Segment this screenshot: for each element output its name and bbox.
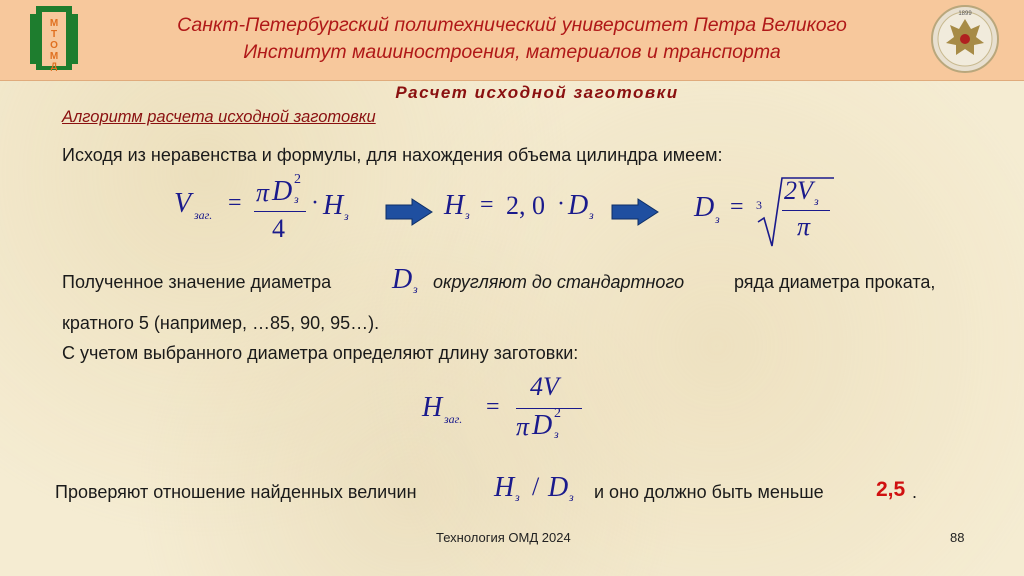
length-text: С учетом выбранного диаметра определяют длину заготовки:: [62, 343, 579, 363]
rounding-text-start: Полученное значение диаметра: [62, 272, 332, 292]
rounding-text-italic: округляют до стандартного: [433, 272, 685, 292]
ratio-text-start: Проверяют отношение найденных величин: [55, 482, 417, 502]
inline-formula-diameter: D з: [392, 264, 418, 296]
ratio-text-end: и оно должно быть меньше: [594, 482, 824, 502]
formula-volume: V заг. = π D 2 з 4 · H з: [174, 172, 349, 243]
ratio-limit-value: 2,5: [876, 478, 906, 501]
intro-text: Исходя из неравенства и формулы, для нахождения объема цилиндра имеем:: [62, 145, 723, 165]
svg-text:Т: Т: [50, 29, 58, 40]
university-emblem-right: [930, 3, 1000, 75]
arrow-right-icon-1: [384, 197, 434, 227]
multiple-of-five-text: кратного 5 (например, …85, 90, 95…).: [62, 313, 380, 333]
ratio-text-period: .: [912, 482, 918, 502]
footer-course: Технология ОМД 2024: [436, 530, 571, 545]
formula-height-ratio: H з = 2, 0 · D з: [444, 190, 594, 222]
svg-text:М: М: [49, 18, 59, 29]
slide-subtitle: Алгоритм расчета исходной заготовки: [62, 108, 376, 126]
header-institute-name: Институт машиностроения, материалов и транспорта: [243, 41, 781, 63]
svg-text:О: О: [50, 40, 58, 51]
rounding-text-end: ряда диаметра проката,: [734, 272, 936, 292]
inline-formula-ratio: H з / D з: [494, 472, 574, 504]
header-university-name: Санкт-Петербургский политехнический университет Петра Великого: [177, 14, 847, 36]
footer-page-number: 88: [950, 530, 965, 545]
slide-title: Расчет исходной заготовки: [395, 83, 679, 102]
svg-text:М: М: [49, 51, 59, 62]
svg-text:1899: 1899: [958, 11, 972, 17]
svg-text:Д: Д: [50, 61, 58, 71]
header-bar: [0, 0, 1024, 81]
formula-length: H заг. = 4V π D 2 з: [422, 372, 602, 454]
arrow-right-icon-2: [610, 197, 660, 227]
formula-diameter: D з = 3 2V з π: [694, 170, 844, 252]
